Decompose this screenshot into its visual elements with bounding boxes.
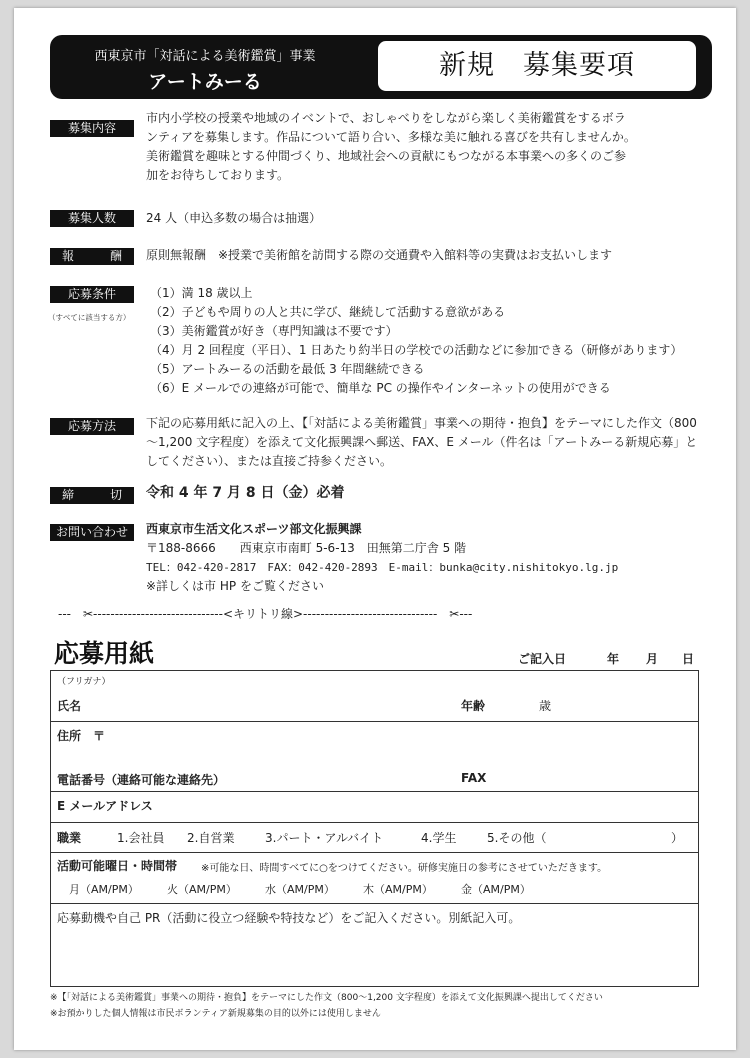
form-divider [51,903,698,904]
contact-address: 〒188-8666 西東京市南町 5-6-13 田無第二庁舎 5 階 [146,541,467,555]
header-title: 新規 募集要項 [378,41,696,91]
method-line: ～1,200 文字程度）を添えて文化振興課へ郵送、FAX、E メール（件名は「アートみーる新規応募」と [146,435,698,449]
day-option: 金（AM/PM） [461,883,531,896]
condition-item: （2）子どもや周りの人と共に学び、継続して活動する意欲がある [150,305,506,319]
condition-item: （5）アートみーるの活動を最低 3 年間継続できる [150,362,425,376]
label-reward: 報 酬 [50,248,134,265]
form-divider [51,791,698,792]
label-conditions: 応募条件 [50,286,134,303]
furigana-label: （フリガナ） [57,677,111,687]
day-option: 月（AM/PM） [69,883,139,896]
label-number: 募集人数 [50,210,134,227]
contact-phone: TEL：042-420-2817 FAX：042-420-2893 E-mail：bunka@city.nishitokyo.lg.jp [146,561,619,574]
contact-block [146,520,618,596]
document-sheet [14,8,736,1050]
content-line: ンティアを募集します。作品について語り合い、多様な美に触れる喜びを共有しませんか。 [146,130,636,144]
content-text [146,109,636,185]
form-divider [51,721,698,722]
date-label: ご記入日 [518,652,567,666]
application-form [50,670,699,987]
motivation-label: 応募動機や自己 PR（活動に役立つ経験や特技など）をご記入ください。別紙記入可。 [57,911,521,925]
occupation-option: 2.自営業 [187,831,235,845]
condition-item: （1）満 18 歳以上 [150,286,253,300]
form-divider [51,852,698,853]
method-line: 下記の応募用紙に記入の上、【「対話による美術鑑賞」事業への期待・抱負】をテーマにした作文（800 [146,416,697,430]
form-title: 応募用紙 [54,639,155,668]
fax-label: FAX [461,771,487,785]
occupation-label: 職業 [57,831,82,845]
occupation-option: 1.会社員 [117,831,165,845]
phone-label: 電話番号（連絡可能な連絡先） [57,773,226,787]
header-banner [50,35,712,99]
content-line: 市内小学校の授業や地域のイベントで、おしゃべりをしながら楽しく美術鑑賞をするボラ [146,111,626,125]
label-method: 応募方法 [50,418,134,435]
date-month: 月 [646,652,659,666]
occupation-option: ） [671,831,684,845]
name-label: 氏名 [57,699,82,713]
contact-dept: 西東京市生活文化スポーツ部文化振興課 [146,522,362,536]
occupation-option: 4.学生 [421,831,457,845]
email-label: E メールアドレス [57,799,153,813]
address-label: 住所 〒 [57,729,106,743]
label-content: 募集内容 [50,120,134,137]
header-org: 西東京市「対話による美術鑑賞」事業 [94,49,316,64]
cut-line: --- ✂------------------------------<キリトリ線>------------------------------- ✂--- [58,607,473,621]
header-program: アートみーる [148,71,262,93]
day-option: 水（AM/PM） [265,883,335,896]
age-label: 年齢 [461,699,486,713]
date-year: 年 [607,652,620,666]
reward-text: 原則無報酬 ※授業で美術館を訪問する際の交通費や入館料等の実費はお支払いします [146,248,613,262]
content-line: 美術鑑賞を趣味とする仲間づくり、地域社会への貢献にもつながる本事業への多くのご参 [146,149,627,163]
method-text [146,414,697,471]
footnote: ※お預かりした個人情報は市民ボランティア新規募集の目的以外には使用しません [50,1009,381,1019]
label-deadline: 締 切 [50,487,134,504]
age-unit: 歳 [539,699,552,713]
condition-item: （6）E メールでの連絡が可能で、簡単な PC の操作やインターネットの使用ができる [150,381,611,395]
label-contact: お問い合わせ [50,524,134,541]
contact-web: ※詳しくは市 HP をご覧ください [146,579,324,593]
day-option: 火（AM/PM） [167,883,237,896]
content-line: 加をお待ちしております。 [146,168,290,182]
occupation-option: 3.パート・アルバイト [265,831,384,845]
conditions-note: （すべてに該当する方） [48,313,131,322]
availability-label: 活動可能曜日・時間帯 [57,859,178,873]
method-line: してください）、または直接ご持参ください。 [146,454,393,468]
availability-note: ※可能な日、時間すべてに○をつけてください。研修実施日の参考にさせていただきます。 [201,863,608,874]
conditions-list [150,284,682,398]
form-divider [51,822,698,823]
deadline-text: 令和 4 年 7 月 8 日（金）必着 [146,485,345,501]
date-day: 日 [682,652,695,666]
day-option: 木（AM/PM） [363,883,433,896]
condition-item: （3）美術鑑賞が好き（専門知識は不要です） [150,324,398,338]
number-text: 24 人（申込多数の場合は抽選） [146,211,322,225]
occupation-option: 5.その他（ [487,831,547,845]
condition-item: （4）月 2 回程度（平日）、1 日あたり約半日の学校での活動などに参加できる（研修があります） [150,343,683,357]
footnote: ※【「対話による美術鑑賞」事業への期待・抱負】をテーマにした作文（800～1,200 文字程度）を添えて文化振興課へ提出してください [50,993,603,1003]
